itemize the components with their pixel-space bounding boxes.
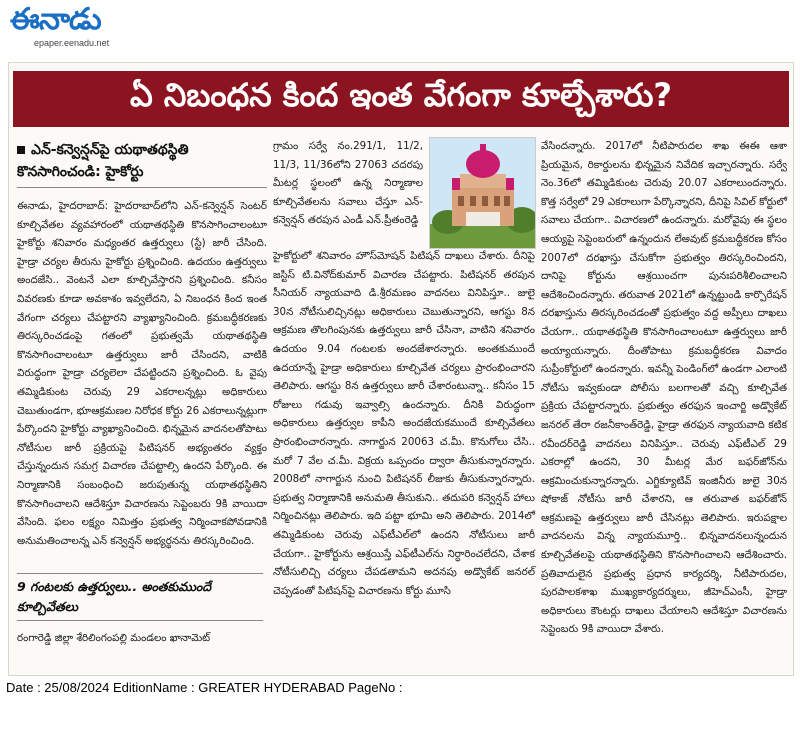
bullet-icon	[17, 146, 25, 154]
high-court-photo	[429, 137, 536, 249]
column-2-top: గ్రామం సర్వే నం.291/1, 11/2, 11/3, 11/36లోని 27063 చదరపు మీటర్ల స్థలంలో ఉన్న నిర్మాణాల కూల్చివేతలను సవాలు చేస్తూ ఎన్‌-కన్వెన్షన్‌ తరపున ఎండీ ఎన్‌.ప్రీతంరెడ్డి	[273, 140, 423, 227]
headline-banner	[13, 71, 789, 127]
column-1-body: ఈనాడు, హైదరాబాద్‌: హైదరాబాద్‌లోని ఎన్‌-కన్వెన్షన్‌ సెంటర్‌ కూల్చివేతల వ్యవహారంలో యథాతథస్థితి కొనసాగించాలంటూ హైకోర్టు శనివారం మధ్యంతర ఉత్తర్వులు (స్టే) జారీ చేసింది. హైడ్రా చర్యల తీరును హైకోర్టు ప్రశ్నించింది. ఉదయం ఉత్తర్వులు అందజేసి.. వెంటనే ఎలా కూల్చివేస్తారని ప్రశ్నించింది. కనీసం వివరణకు కూడా అవకాశం ఇవ్వలేదని, ఏ నిబంధన కింద ఇంత వేగంగా చర్యలు చేపట్టారని వ్యాఖ్యానించింది. క్రమబద్ధీకరణకు తిరస్కరించడంపై గతంలో ప్రభుత్వమే యథాతథస్థితి కొనసాగించాలంటూ ఉత్తర్వులు జారీ చేసిందని, వాటికి విరుద్ధంగా హైడ్రా చర్యలెలా చేపట్టిందని ప్రశ్నించింది. ఓ వైపు తమ్మిడికుంట చెరువు 29 ఎకరాలన్నట్లు అధికారులు చెబుతుండగా, భూఆక్రమణల నిరోధక కోర్టు 26 ఎకరాలున్నట్లుగా పేర్కొందని హైకోర్టు వ్యాఖ్యానించింది. భిన్నమైన వాదనలతోపాటు నోటీసుల జారీ ప్రక్రియపై పిటిషనర్‌ అభ్యంతరం వ్యక్తం చేస్తున్నందున సమగ్ర విచారణ చేపట్టాల్సి ఉందని పేర్కొంది. ఈ నిర్మాణానికి సంబంధించి జరుపుతున్న యథాతథస్థితిని కొనసాగించాలని ఆదేశిస్తూ విచారణను సెప్టెంబరు 9కి వాయిదా వేసింది. ఫలం లక్ష్యం నిమిత్తం ప్రభుత్వ నిర్మించాకపోవడానికి అనుమతించాలన్న ఎన్‌ కన్వెన్షన్‌ అభ్యర్థనను తిరస్కరించింది.	[17, 200, 267, 547]
logo-text: ఈనాడు	[10, 2, 101, 37]
high-court-building-photo	[430, 138, 535, 248]
column-1-tail: రంగారెడ్డి జిల్లా శేరిలింగంపల్లి మండలం ఖానామెట్‌	[17, 632, 211, 644]
footer-edition-info: Date : 25/08/2024 EditionName : GREATER HYDERABAD PageNo :	[6, 680, 403, 695]
headline: ఏ నిబంధన కింద ఇంత వేగంగా కూల్చేశారు?	[130, 76, 672, 114]
clip-bottom-edge	[9, 657, 793, 675]
logo-url: epaper.eenadu.net	[34, 38, 110, 48]
subheadline	[17, 139, 267, 188]
column-3-body: వేసిందన్నారు. 2017లో నీటిపారుదల శాఖ ఈఈ ఆశా ప్రియమైన, రికార్డులను భిన్నమైన నివేదిక ఇచ్చారన్నారు. సర్వే నెం.36లో తమ్మిడికుంట చెరువు 20.07 ఎకరాలుందన్నారు. కొత్త సర్వేలో 29 ఎకరాలుగా పేర్కొన్నారని, దీనిపై సివిల్‌ కోర్టులో సవాలు చేయగా.. విచారణలో ఉందన్నారు. మరోవైపు ఈ స్థలం ఆయ్యపై సెప్టెంబరులో ఉన్నందున లేఅవుట్‌ క్రమబద్ధీకరణ కోసం 2007లో దరఖాస్తు చేసుకోగా ప్రభుత్వం తిరస్కరించిందని, దానిపై కోర్టును ఆశ్రయించగా పునఃపరిశీలించాలని ఆదేశించిందన్నారు. తరువాత 2021లో ఉన్నట్టుండి కార్పొరేషన్‌ దరఖాస్తును తిరస్కరించడంతో ప్రభుత్వం వద్ద అప్పీలు దాఖలు చేయగా.. యథాతథస్థితి కొనసాగించాలంటూ ఉత్తర్వులు జారీ అయ్యాయన్నారు. దీంతోపాటు క్రమబద్ధీకరణ వివాదం సుప్రీంకోర్టులో ఉందన్నారు. ఇవన్నీ పెండింగ్‌లో ఉండగా ఎలాంటి నోటీసు ఇవ్వకుండా పోలీసు బలగాలతో వచ్చి కూల్చివేత ప్రక్రియ చేపట్టారన్నారు. ప్రభుత్వం తరఫున ఇంచార్జి అడ్వొకేట్‌ జనరల్‌ తేరా రజనీకాంత్‌రెడ్డి, హైడ్రా తరఫున న్యాయవాది కటిక రవీందర్‌రెడ్డి వాదనలు వినిపిస్తూ.. చెరువు ఎఫ్‌టీఎల్‌ 29 ఎకరాల్లో ఉందని, 30 మీటర్ల మేర బఫర్‌జోన్‌ను ఆక్రమించుకున్నారన్నారు. ఎగ్జిక్యూటివ్‌ ఇంజినీరు జులై 30న షోకాజ్‌ నోటీసు జారీ చేశారని, ఆ తరువాత బఫర్‌జోన్‌ ఆక్రమణపై ఉత్తర్వులు జారీ చేసినట్లు తెలిపారు. ఇరుపక్షాల వాదనలను విన్న న్యాయమూర్తి.. భిన్నవాదనలున్నందున కూల్చివేతలపై యథాతథస్థితిని కొనసాగించాలని ఆదేశించారు. ప్రతివాదులైన ప్రభుత్వ ప్రధాన కార్యదర్శి, నీటిపారుదల, పురపాలకశాఖ ముఖ్యకార్యదర్శులు, జీహెచ్‌ఎంసీ, హైడ్రా అధికారులు కౌంటర్లు దాఖలు చేయాలని ఆదేశిస్తూ విచారణను సెప్టెంబరు 9కి వాయిదా వేశారు.	[541, 140, 787, 636]
article-clipping	[8, 62, 794, 676]
eenadu-logo[interactable]	[4, 2, 134, 48]
column-2-body: హైకోర్టులో శనివారం హౌస్‌మోషన్‌ పిటిషన్‌ దాఖలు చేశారు. దీనిపై జస్టిస్‌ టి.వినోద్‌కుమార్‌ విచారణ చేపట్టారు. పిటిషనర్‌ తరపున సీనియర్‌ న్యాయవాది డి.శ్రీరమణం వాదనలు వినిపిస్తూ.. జులై 30న నోటీసులిచ్చినట్లు అధికారులు చెబుతున్నారని, ఆగస్టు 8న ఆక్రమణ తొలగింపునకు ఉత్తర్వులు జారీ చేసినా, వాటిని శనివారం ఉదయం 9.04 గంటలకు అందజేశారన్నారు. అంతకుముందే ఉదయాన్నే హైడ్రా అధికారులు కూల్చివేత చర్యలు ప్రారంభించారని తెలిపారు. ఆగస్టు 8న ఉత్తర్వులు జారీ చేశారంటున్నా.. కనీసం 15 రోజులు గడువు ఇవ్వాల్సి ఉందన్నారు. దీనికి విరుద్ధంగా అధికారులు ఉత్తర్వుల కాపీని అందజేయకముందే కూల్చివేతలు ప్రారంభించారన్నారు. నాగార్జున 20063 చ.మీ. కొనుగోలు చేసి.. మరో 7 వేల చ.మీ. విక్రయ ఒప్పందం ద్వారా తీసుకున్నారన్నారు. 2008లో నాగార్జున నుంచి పిటిషనర్‌ లీజుకు తీసుకున్నారన్నారు. ప్రభుత్వ నిర్మాణానికి అనుమతి తీసుకుని.. తదుపరి కన్వెన్షన్‌ హాలు నిర్మించినట్లు తెలిపారు. ఇది పట్టా భూమి అని తెలిపారు. 2014లో తమ్మిడికుంట చెరువు ఎఫ్‌టీఎల్‌లో ఉందని నోటీసులు జారీ చేయగా.. హైకోర్టును ఆశ్రయిస్తే ఎఫ్‌టీఎల్‌ను నిర్ధారించలేదని, చేశాక నోటీసులిచ్చి చర్యలు చేపడతామని అదనపు అడ్వొకేట్‌ జనరల్‌ చెప్పడంతో పిటిషన్‌పై విచారణను కోర్టు మూసి	[273, 250, 535, 597]
subheadline-text: ఎన్‌-కన్వెన్షన్‌పై యథాతథస్థితి కొనసాగించండి: హైకోర్టు	[17, 142, 189, 180]
inset-subheadline: 9 గంటలకు ఉత్తర్వులు.. అంతకుముందే కూల్చివేతలు	[17, 573, 263, 621]
